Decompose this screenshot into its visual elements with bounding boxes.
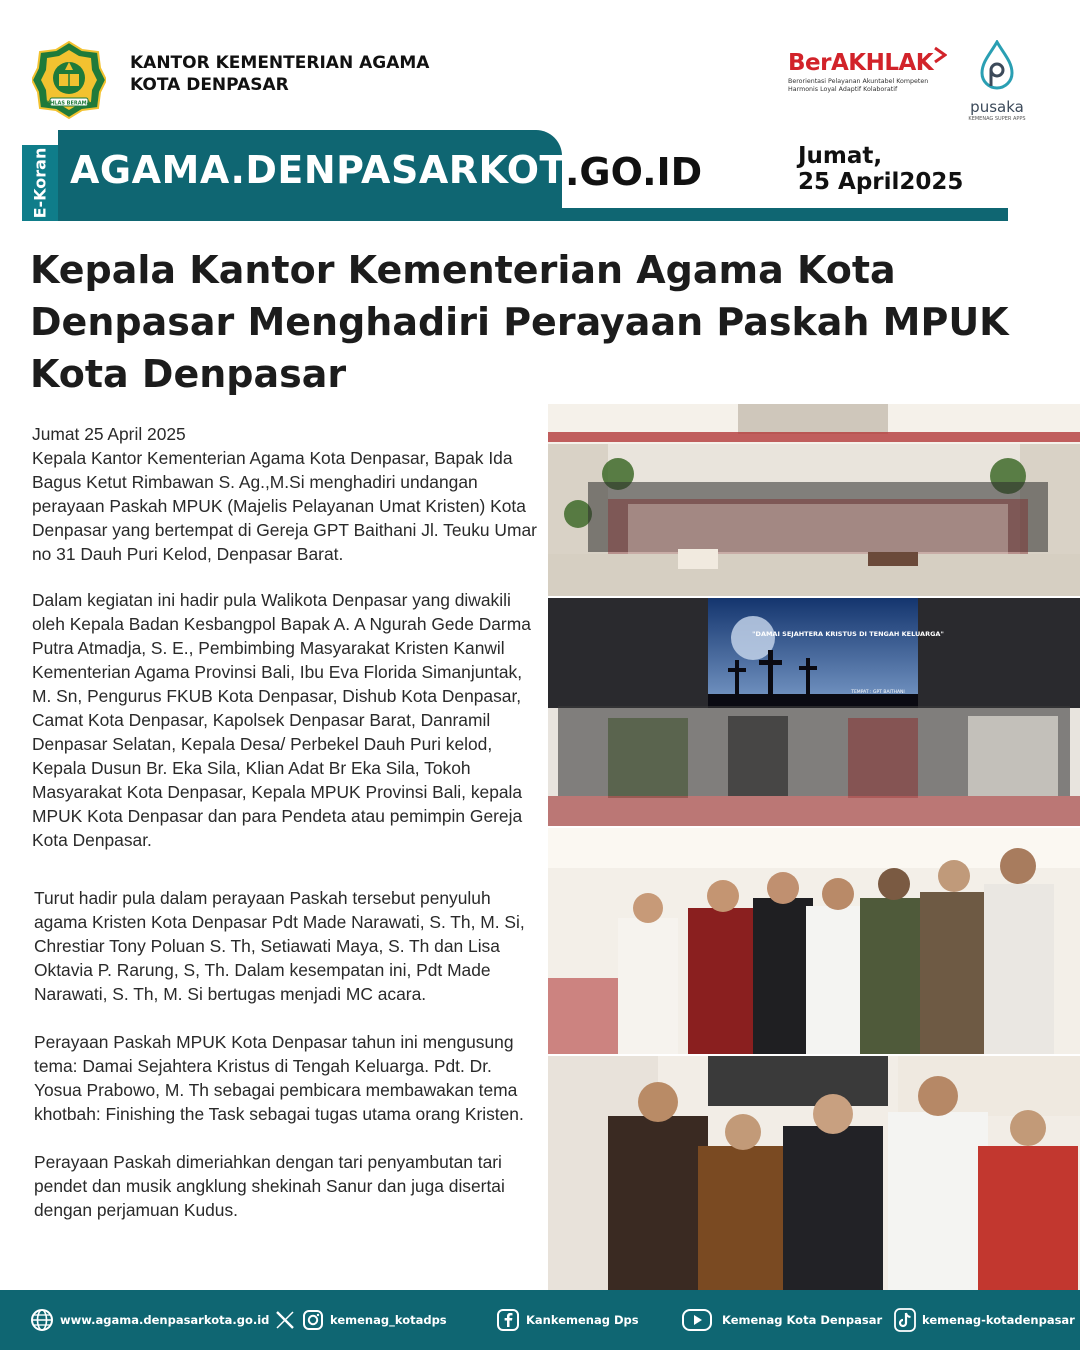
footer-x-instagram-text: kemenag_kotadps	[330, 1313, 447, 1327]
article-dateline: Jumat 25 April 2025	[32, 424, 186, 444]
pusaka-drop-icon	[980, 40, 1014, 92]
x-icon	[274, 1309, 296, 1331]
issue-date	[798, 143, 963, 195]
instagram-icon	[302, 1309, 324, 1331]
ekoran-text: E-Koran	[30, 147, 50, 219]
headline: Kepala Kantor Kementerian Agama Kota Denpasar Menghadiri Perayaan Paskah MPUK Kota Denpasar	[30, 248, 1009, 396]
footer-facebook[interactable]	[496, 1290, 639, 1350]
youtube-icon	[682, 1308, 712, 1332]
logo-motto: IKHLAS BERAMAL	[44, 100, 94, 107]
globe-icon	[30, 1308, 54, 1332]
site-suffix[interactable]: .GO.ID	[565, 150, 703, 194]
article-paragraph-2: Dalam kegiatan ini hadir pula Walikota Denpasar yang diwakili oleh Kepala Badan Kesbangpol Bapak A. A Ngurah Gede Darma Putra Atmadja, S. E., Pembimbing Masyarakat Kristen Kanwil Kementerian Agama Provinsi Bali, Ibu Eva Florida Simanjuntak, M. Sn, Pengurus FKUB Kota Denpasar, Dishub Kota Denpasar, Camat Kota Denpasar, Kapolsek Denpasar Barat, Danramil Denpasar Selatan, Kepala Desa/ Perbekel Dauh Puri kelod, Kepala Dusun Br. Eka Sila, Klian Adat Br Eka Sila, Tokoh Masyarakat Kota Denpasar, Kepala MPUK Provinsi Bali, kepala MPUK Kota Denpasar dan para Pendeta atau pemimpin Gereja Kota Denpasar.	[32, 590, 531, 850]
berakhlak-logo	[788, 50, 958, 94]
photo-officials	[548, 828, 1080, 1054]
ministry-logo	[32, 40, 106, 120]
footer-facebook-text: Kankemenag Dps	[526, 1313, 639, 1327]
issue-day: Jumat,	[798, 143, 883, 169]
berakhlak-chevron-icon	[933, 46, 947, 64]
screen-place: TEMPAT : GPT BAITHANI	[851, 690, 905, 695]
footer-youtube[interactable]	[682, 1290, 882, 1350]
article-paragraph-5: Perayaan Paskah dimeriahkan dengan tari penyambutan tari pendet dan musik angklung shekinah Sanur dan juga disertai dengan perjamuan Kudus.	[34, 1152, 505, 1220]
article-paragraph-3: Turut hadir pula dalam perayaan Paskah tersebut penyuluh agama Kristen Kota Denpasar Pdt Made Narawati, S. Th, M. Si, Chrestiar Tony Poluan S. Th, Setiawati Maya, S. Th dan Lisa Oktavia P. Rarung, S, Th. Dalam kesempatan ini, Pdt Made Narawati, S. Th, M. Si bertugas menjadi MC acara.	[34, 888, 525, 1004]
screen-title: "DAMAI SEJAHTERA KRISTUS DI TENGAH KELUARGA"	[752, 630, 944, 638]
footer-tiktok-text: kemenag-kotadenpasar	[922, 1313, 1075, 1327]
article-paragraph-4: Perayaan Paskah MPUK Kota Denpasar tahun ini mengusung tema: Damai Sejahtera Kristus di Tengah Keluarga. Pdt. Dr. Yosua Prabowo, M. Th sebagai pembicara membawakan tema khotbah: Finishing the Task sebagai tugas utama orang Kristen.	[34, 1032, 524, 1124]
photo-group-screen	[548, 598, 1080, 826]
footer	[0, 1290, 1080, 1350]
footer-tiktok[interactable]	[894, 1290, 1075, 1350]
footer-website[interactable]	[30, 1290, 269, 1350]
berakhlak-tagline-1: Berorientasi Pelayanan Akuntabel Kompeten	[788, 78, 929, 85]
ekoran-label	[22, 145, 58, 221]
issue-date-text: 25 April2025	[798, 169, 964, 195]
masthead-rule	[58, 208, 1008, 221]
footer-youtube-text: Kemenag Kota Denpasar	[722, 1313, 883, 1327]
org-line-1: KANTOR KEMENTERIAN AGAMA	[130, 53, 430, 73]
berakhlak-word: BerAKHLAK	[788, 50, 934, 76]
footer-x-instagram[interactable]	[274, 1290, 447, 1350]
facebook-icon	[496, 1308, 520, 1332]
pusaka-name: pusaka	[970, 98, 1024, 116]
pusaka-sub: KEMENAG SUPER APPS	[968, 116, 1026, 122]
berakhlak-tagline-2: Harmonis Loyal Adaptif Kolaboratif	[788, 86, 898, 93]
article-body	[32, 422, 540, 1222]
photo-delegation	[548, 1056, 1080, 1290]
organization-name	[130, 52, 429, 96]
article-paragraph-1: Kepala Kantor Kementerian Agama Kota Denpasar, Bapak Ida Bagus Ketut Rimbawan S. Ag.,M.Si menghadiri undangan perayaan Paskah MPUK (Majelis Pelayanan Umat Kristen) Kota Denpasar yang bertempat di Gereja GPT Baithani Jl. Teuku Umar no 31 Dauh Puri Kelod, Denpasar Barat.	[32, 448, 537, 564]
footer-website-text: www.agama.denpasarkota.go.id	[60, 1313, 270, 1327]
tiktok-icon	[894, 1308, 916, 1332]
site-name[interactable]: AGAMA.DENPASARKOTA	[70, 148, 593, 192]
org-line-2: KOTA DENPASAR	[130, 75, 289, 95]
pusaka-logo	[962, 40, 1032, 122]
photo-group-hall	[548, 404, 1080, 596]
